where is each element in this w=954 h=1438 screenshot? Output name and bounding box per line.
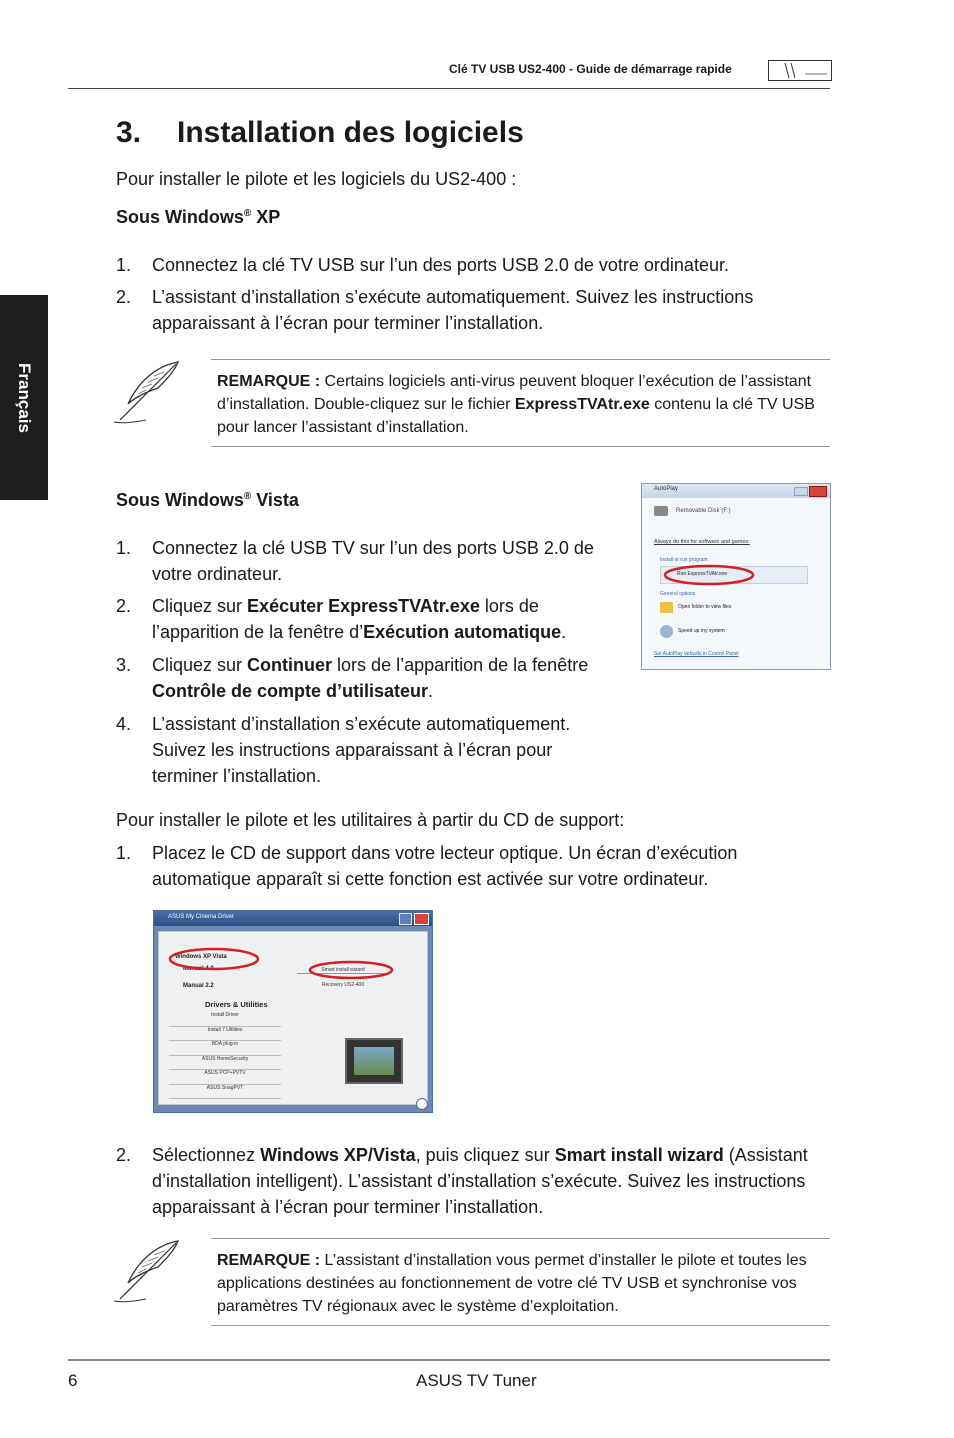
vista-step-2-d: Exécution automatique <box>363 622 562 642</box>
cd-step-1 <box>116 840 816 892</box>
cd-step-2-b: Windows XP/Vista <box>260 1145 416 1165</box>
cd-item-install-utilities[interactable]: Install 7 Utilities <box>169 1027 281 1042</box>
header-logo-box <box>768 60 832 81</box>
feather-pen-icon-2 <box>112 1237 184 1305</box>
xp-heading-reg: ® <box>243 208 252 219</box>
cd-item-pcp-pvtv[interactable]: ASUS PCP+PVTV <box>169 1070 281 1085</box>
cd-option-winxp-vista[interactable]: Windows XP Vista <box>175 954 227 960</box>
cd-step-2-c: , puis cliquez sur <box>415 1145 555 1165</box>
header-logo-icon <box>769 61 831 80</box>
cd-intro: Pour installer le pilote et les utilitaires à partir du CD de support: <box>116 810 625 830</box>
running-header: Clé TV USB US2-400 - Guide de démarrage rapide <box>449 62 732 76</box>
vista-step-2-number: 2. <box>116 596 132 616</box>
cd-item-homesecurity[interactable]: ASUS HomeSecurity <box>169 1056 281 1071</box>
vista-step-3 <box>116 652 616 704</box>
cd-title: ASUS My Cinema Driver <box>168 914 235 920</box>
vista-step-3-a: Cliquez sur <box>152 655 248 675</box>
note-cd-label: REMARQUE : <box>217 1252 321 1269</box>
xp-step-1-number: 1. <box>116 255 132 275</box>
xp-step-2-number: 2. <box>116 287 132 307</box>
note-xp <box>211 359 830 447</box>
vista-heading <box>116 490 299 511</box>
vista-heading-reg: ® <box>243 491 252 502</box>
cd-option-manual-4[interactable]: Manual 4.0 <box>183 966 214 972</box>
note-xp-body <box>211 360 830 439</box>
cd-step-2-e: (Assistant d’installation intelligent). L’assistant d’installation s’exécute. Suivez les instructions apparaissant à l’écran pour terminer l’installation. <box>152 1145 808 1217</box>
cd-section-drivers: Drivers & Utilities <box>205 1000 268 1009</box>
xp-step-2-text: L’assistant d’installation s’exécute automatiquement. Suivez les instructions apparaissant à l’écran pour terminer l’installation. <box>152 287 754 333</box>
note-cd-body <box>211 1239 830 1318</box>
vista-step-4 <box>116 711 616 789</box>
note-xp-text-1: Certains logiciels anti-virus peuvent bloquer l’exécution de l’assistant d’installation. Double-cliquez sur le fichier <box>217 373 812 413</box>
vista-step-2-a: Cliquez sur <box>152 596 248 616</box>
cd-item-install-driver[interactable]: Install Driver <box>169 1012 281 1027</box>
note-cd <box>211 1238 830 1326</box>
vista-step-3-text <box>152 652 616 704</box>
vista-step-1 <box>116 535 616 587</box>
vista-step-3-d: Contrôle de compte d’utilisateur <box>152 681 429 701</box>
speed-up-icon <box>660 625 673 638</box>
cd-step-2-a: Sélectionnez <box>152 1145 261 1165</box>
cd-item-snagpvt[interactable]: ASUS SnagPVT <box>169 1085 281 1100</box>
note-xp-label: REMARQUE : <box>217 373 321 390</box>
cd-item-bda-plugin[interactable]: BDA plug-in <box>169 1041 281 1056</box>
xp-heading-suffix: XP <box>251 207 281 227</box>
vista-step-2-c: lors de l’apparition de la fenêtre d’ <box>152 596 539 642</box>
cd-step-2-text <box>152 1142 821 1220</box>
vista-step-3-e: . <box>428 681 434 701</box>
removable-disk-icon <box>654 506 668 516</box>
cd-autorun-screenshot <box>153 910 433 1113</box>
autoplay-title: AutoPlay <box>654 486 679 492</box>
section-title-text: Installation des logiciels <box>177 116 524 149</box>
xp-heading <box>116 207 280 228</box>
page-number: 6 <box>68 1371 78 1390</box>
xp-step-1 <box>116 252 816 278</box>
cd-recovery-button[interactable]: Recovery US2-400 <box>321 982 365 988</box>
cd-exit-icon[interactable] <box>416 1098 428 1110</box>
note-cd-text: L’assistant d’installation vous permet d’installer le pilote et toutes les applications destinées au fonctionnement de votre clé TV USB et synchronise vos paramètres TV régionaux avec le système d’exploitation. <box>217 1252 807 1315</box>
vista-step-3-number: 3. <box>116 655 132 675</box>
vista-heading-prefix: Sous Windows <box>116 490 244 510</box>
header-rule <box>68 88 830 89</box>
section-number: 3. <box>116 116 142 149</box>
vista-step-1-text: Connectez la clé USB TV sur l’un des ports USB 2.0 de votre ordinateur. <box>152 538 594 584</box>
cd-minimize-icon <box>399 913 412 925</box>
autoplay-section-install: Install or run program <box>660 557 708 563</box>
feather-pen-icon <box>112 358 184 426</box>
tv-image-icon <box>345 1038 403 1084</box>
autoplay-minimize-icon <box>794 487 808 496</box>
vista-step-2-e: . <box>561 622 567 642</box>
cd-close-icon <box>414 913 429 925</box>
autoplay-close-icon <box>809 486 827 497</box>
autoplay-screenshot <box>641 483 831 670</box>
cd-step-2-number: 2. <box>116 1145 132 1165</box>
intro-text: Pour installer le pilote et les logiciels du US2-400 : <box>116 169 517 189</box>
cd-option-manual-2[interactable]: Manual 2.2 <box>183 983 214 989</box>
vista-step-4-text: L’assistant d’installation s’exécute automatiquement. Suivez les instructions apparaissant à l’écran pour terminer l’installation. <box>152 714 571 786</box>
note-xp-text-2: contenu la clé TV USB pour lancer l’assistant d’installation. <box>217 396 815 436</box>
vista-step-2-b: Exécuter ExpressTVAtr.exe <box>247 596 480 616</box>
highlight-ellipse-winxp <box>166 945 262 973</box>
autoplay-run-label: Run ExpressTVAtr.exe <box>677 571 728 577</box>
cd-step-2-d: Smart install wizard <box>554 1145 724 1165</box>
cd-step-1-number: 1. <box>116 843 132 863</box>
language-side-tab <box>0 295 48 500</box>
highlight-ellipse-smart <box>306 959 396 981</box>
side-tab-label: Français <box>15 362 34 433</box>
vista-step-4-number: 4. <box>116 714 132 734</box>
cd-item-list <box>169 1012 281 1099</box>
folder-icon <box>660 602 673 613</box>
vista-step-3-b: Continuer <box>247 655 333 675</box>
highlight-ellipse-run <box>662 563 756 587</box>
cd-titlebar <box>154 911 432 926</box>
autoplay-section-general: General options <box>660 591 696 597</box>
xp-heading-prefix: Sous Windows <box>116 207 244 227</box>
section-title <box>116 116 524 150</box>
cd-step-1-text: Placez le CD de support dans votre lecteur optique. Un écran d’exécution automatique apparaît si cette fonction est activée sur votre ordinateur. <box>152 843 738 889</box>
autoplay-drive-label: Removable Disk (F:) <box>676 508 731 514</box>
autoplay-speed-up[interactable]: Speed up my system <box>678 628 725 634</box>
autoplay-open-folder[interactable]: Open folder to view files <box>678 604 732 610</box>
vista-step-1-number: 1. <box>116 538 132 558</box>
footer-title: ASUS TV Tuner <box>416 1371 537 1390</box>
tv-screen <box>354 1047 394 1075</box>
autoplay-titlebar <box>642 484 830 498</box>
xp-step-2 <box>116 284 816 336</box>
note-xp-filename: ExpressTVAtr.exe <box>514 396 650 413</box>
autoplay-always-checkbox[interactable]: Always do this for software and games: <box>654 539 750 545</box>
vista-heading-suffix: Vista <box>251 490 299 510</box>
vista-step-2 <box>116 593 616 645</box>
footer-rule <box>68 1359 830 1361</box>
cd-step-2 <box>116 1142 821 1220</box>
cd-smart-install-button[interactable]: Smart install wizard <box>297 967 389 974</box>
xp-step-1-text: Connectez la clé TV USB sur l’un des ports USB 2.0 de votre ordinateur. <box>152 255 729 275</box>
autoplay-defaults-link[interactable]: Set AutoPlay defaults in Control Panel <box>654 651 739 657</box>
vista-step-2-text <box>152 593 616 645</box>
vista-step-3-c: lors de l’apparition de la fenêtre <box>332 655 589 675</box>
